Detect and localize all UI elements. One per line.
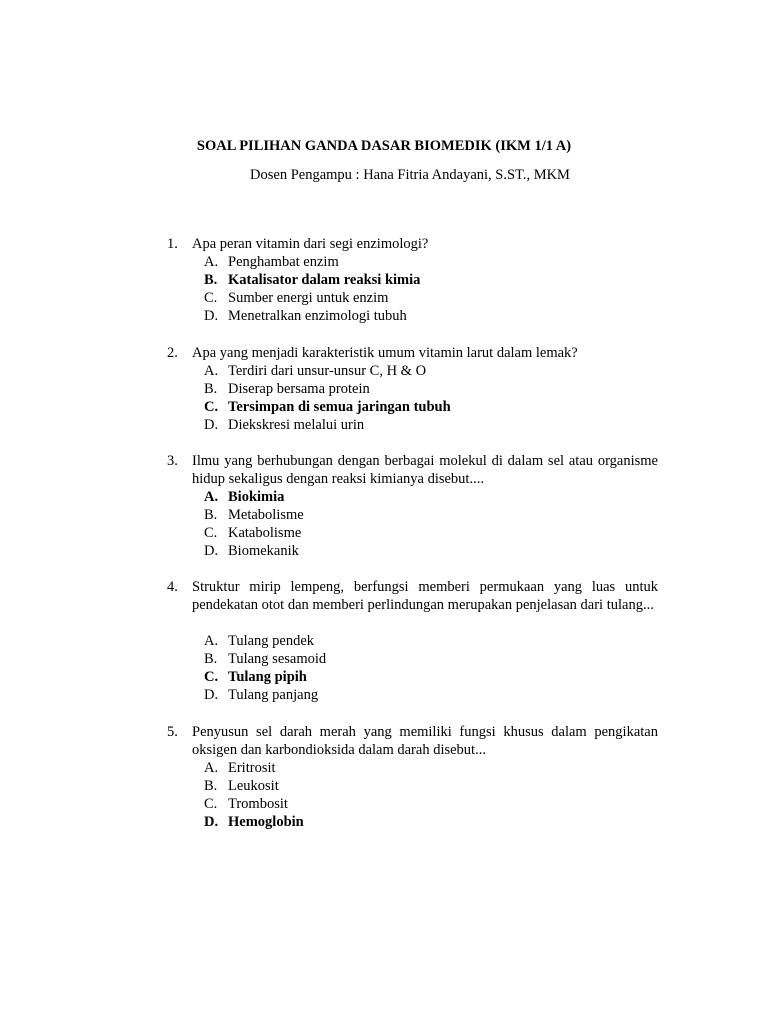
option-text: Tulang panjang bbox=[228, 687, 319, 703]
option-c bbox=[0, 289, 768, 307]
option-a bbox=[0, 488, 768, 506]
option-text: Tulang sesamoid bbox=[228, 651, 327, 667]
option-label: C. bbox=[204, 796, 218, 812]
option-label: B. bbox=[204, 507, 218, 523]
option-b bbox=[0, 777, 768, 795]
option-a bbox=[0, 632, 768, 650]
option-label: D. bbox=[204, 308, 219, 324]
option-d bbox=[0, 416, 768, 434]
lecturer-line: Dosen Pengampu : Hana Fitria Andayani, S.ST., MKM bbox=[250, 167, 570, 183]
option-d bbox=[0, 686, 768, 704]
question-text: Apa yang menjadi karakteristik umum vitamin larut dalam lemak? bbox=[192, 345, 578, 361]
option-d bbox=[0, 307, 768, 325]
option-label: C. bbox=[204, 290, 218, 306]
option-text: Metabolisme bbox=[228, 507, 304, 523]
question-number: 2. bbox=[167, 345, 178, 361]
option-label: B. bbox=[204, 381, 218, 397]
option-label: A. bbox=[204, 363, 219, 379]
question-text: Apa peran vitamin dari segi enzimologi? bbox=[192, 236, 429, 252]
option-b bbox=[0, 380, 768, 398]
option-text: Penghambat enzim bbox=[228, 254, 339, 270]
option-label: B. bbox=[204, 778, 218, 794]
option-c bbox=[0, 795, 768, 813]
option-c bbox=[0, 524, 768, 542]
question-text: Penyusun sel darah merah yang memiliki fungsi khusus dalam pengikatan oksigen dan karbondioksida dalam darah disebut... bbox=[192, 724, 658, 758]
option-d bbox=[0, 813, 768, 831]
option-b bbox=[0, 271, 768, 289]
option-label: C. bbox=[204, 669, 219, 685]
option-label: D. bbox=[204, 687, 219, 703]
option-a bbox=[0, 362, 768, 380]
option-text: Tulang pipih bbox=[228, 669, 307, 685]
option-a bbox=[0, 253, 768, 271]
option-text: Eritrosit bbox=[228, 760, 276, 776]
option-text: Hemoglobin bbox=[228, 814, 304, 830]
option-text: Tulang pendek bbox=[228, 633, 315, 649]
question-number: 5. bbox=[167, 724, 178, 740]
option-text: Biokimia bbox=[228, 489, 285, 505]
question-number: 4. bbox=[167, 579, 178, 595]
option-text: Diserap bersama protein bbox=[228, 381, 370, 397]
question-text: Struktur mirip lempeng, berfungsi memberi permukaan yang luas untuk pendekatan otot dan memberi perlindungan merupakan penjelasan dari tulang... bbox=[192, 579, 658, 613]
option-a bbox=[0, 759, 768, 777]
option-label: B. bbox=[204, 272, 218, 288]
option-text: Leukosit bbox=[228, 778, 279, 794]
option-d bbox=[0, 542, 768, 560]
option-label: A. bbox=[204, 254, 219, 270]
option-label: C. bbox=[204, 525, 218, 541]
option-label: A. bbox=[204, 633, 219, 649]
option-text: Tersimpan di semua jaringan tubuh bbox=[228, 399, 451, 415]
document-title: SOAL PILIHAN GANDA DASAR BIOMEDIK (IKM 1/1 A) bbox=[196, 138, 572, 154]
option-label: D. bbox=[204, 417, 219, 433]
option-text: Terdiri dari unsur-unsur C, H & O bbox=[228, 363, 427, 379]
option-text: Diekskresi melalui urin bbox=[228, 417, 365, 433]
option-text: Katalisator dalam reaksi kimia bbox=[228, 272, 421, 288]
option-label: B. bbox=[204, 651, 218, 667]
option-label: A. bbox=[204, 489, 219, 505]
option-text: Menetralkan enzimologi tubuh bbox=[228, 308, 407, 324]
question-text: Ilmu yang berhubungan dengan berbagai molekul di dalam sel atau organisme hidup sekaligus dengan reaksi kimianya disebut.... bbox=[192, 453, 658, 487]
option-label: D. bbox=[204, 543, 219, 559]
option-b bbox=[0, 650, 768, 668]
option-c bbox=[0, 398, 768, 416]
question-number: 3. bbox=[167, 453, 178, 469]
option-label: D. bbox=[204, 814, 219, 830]
option-c bbox=[0, 668, 768, 686]
option-label: A. bbox=[204, 760, 219, 776]
option-b bbox=[0, 506, 768, 524]
option-text: Trombosit bbox=[228, 796, 288, 812]
option-text: Sumber energi untuk enzim bbox=[228, 290, 389, 306]
option-label: C. bbox=[204, 399, 219, 415]
option-text: Biomekanik bbox=[228, 543, 299, 559]
question-number: 1. bbox=[167, 236, 178, 252]
option-text: Katabolisme bbox=[228, 525, 302, 541]
